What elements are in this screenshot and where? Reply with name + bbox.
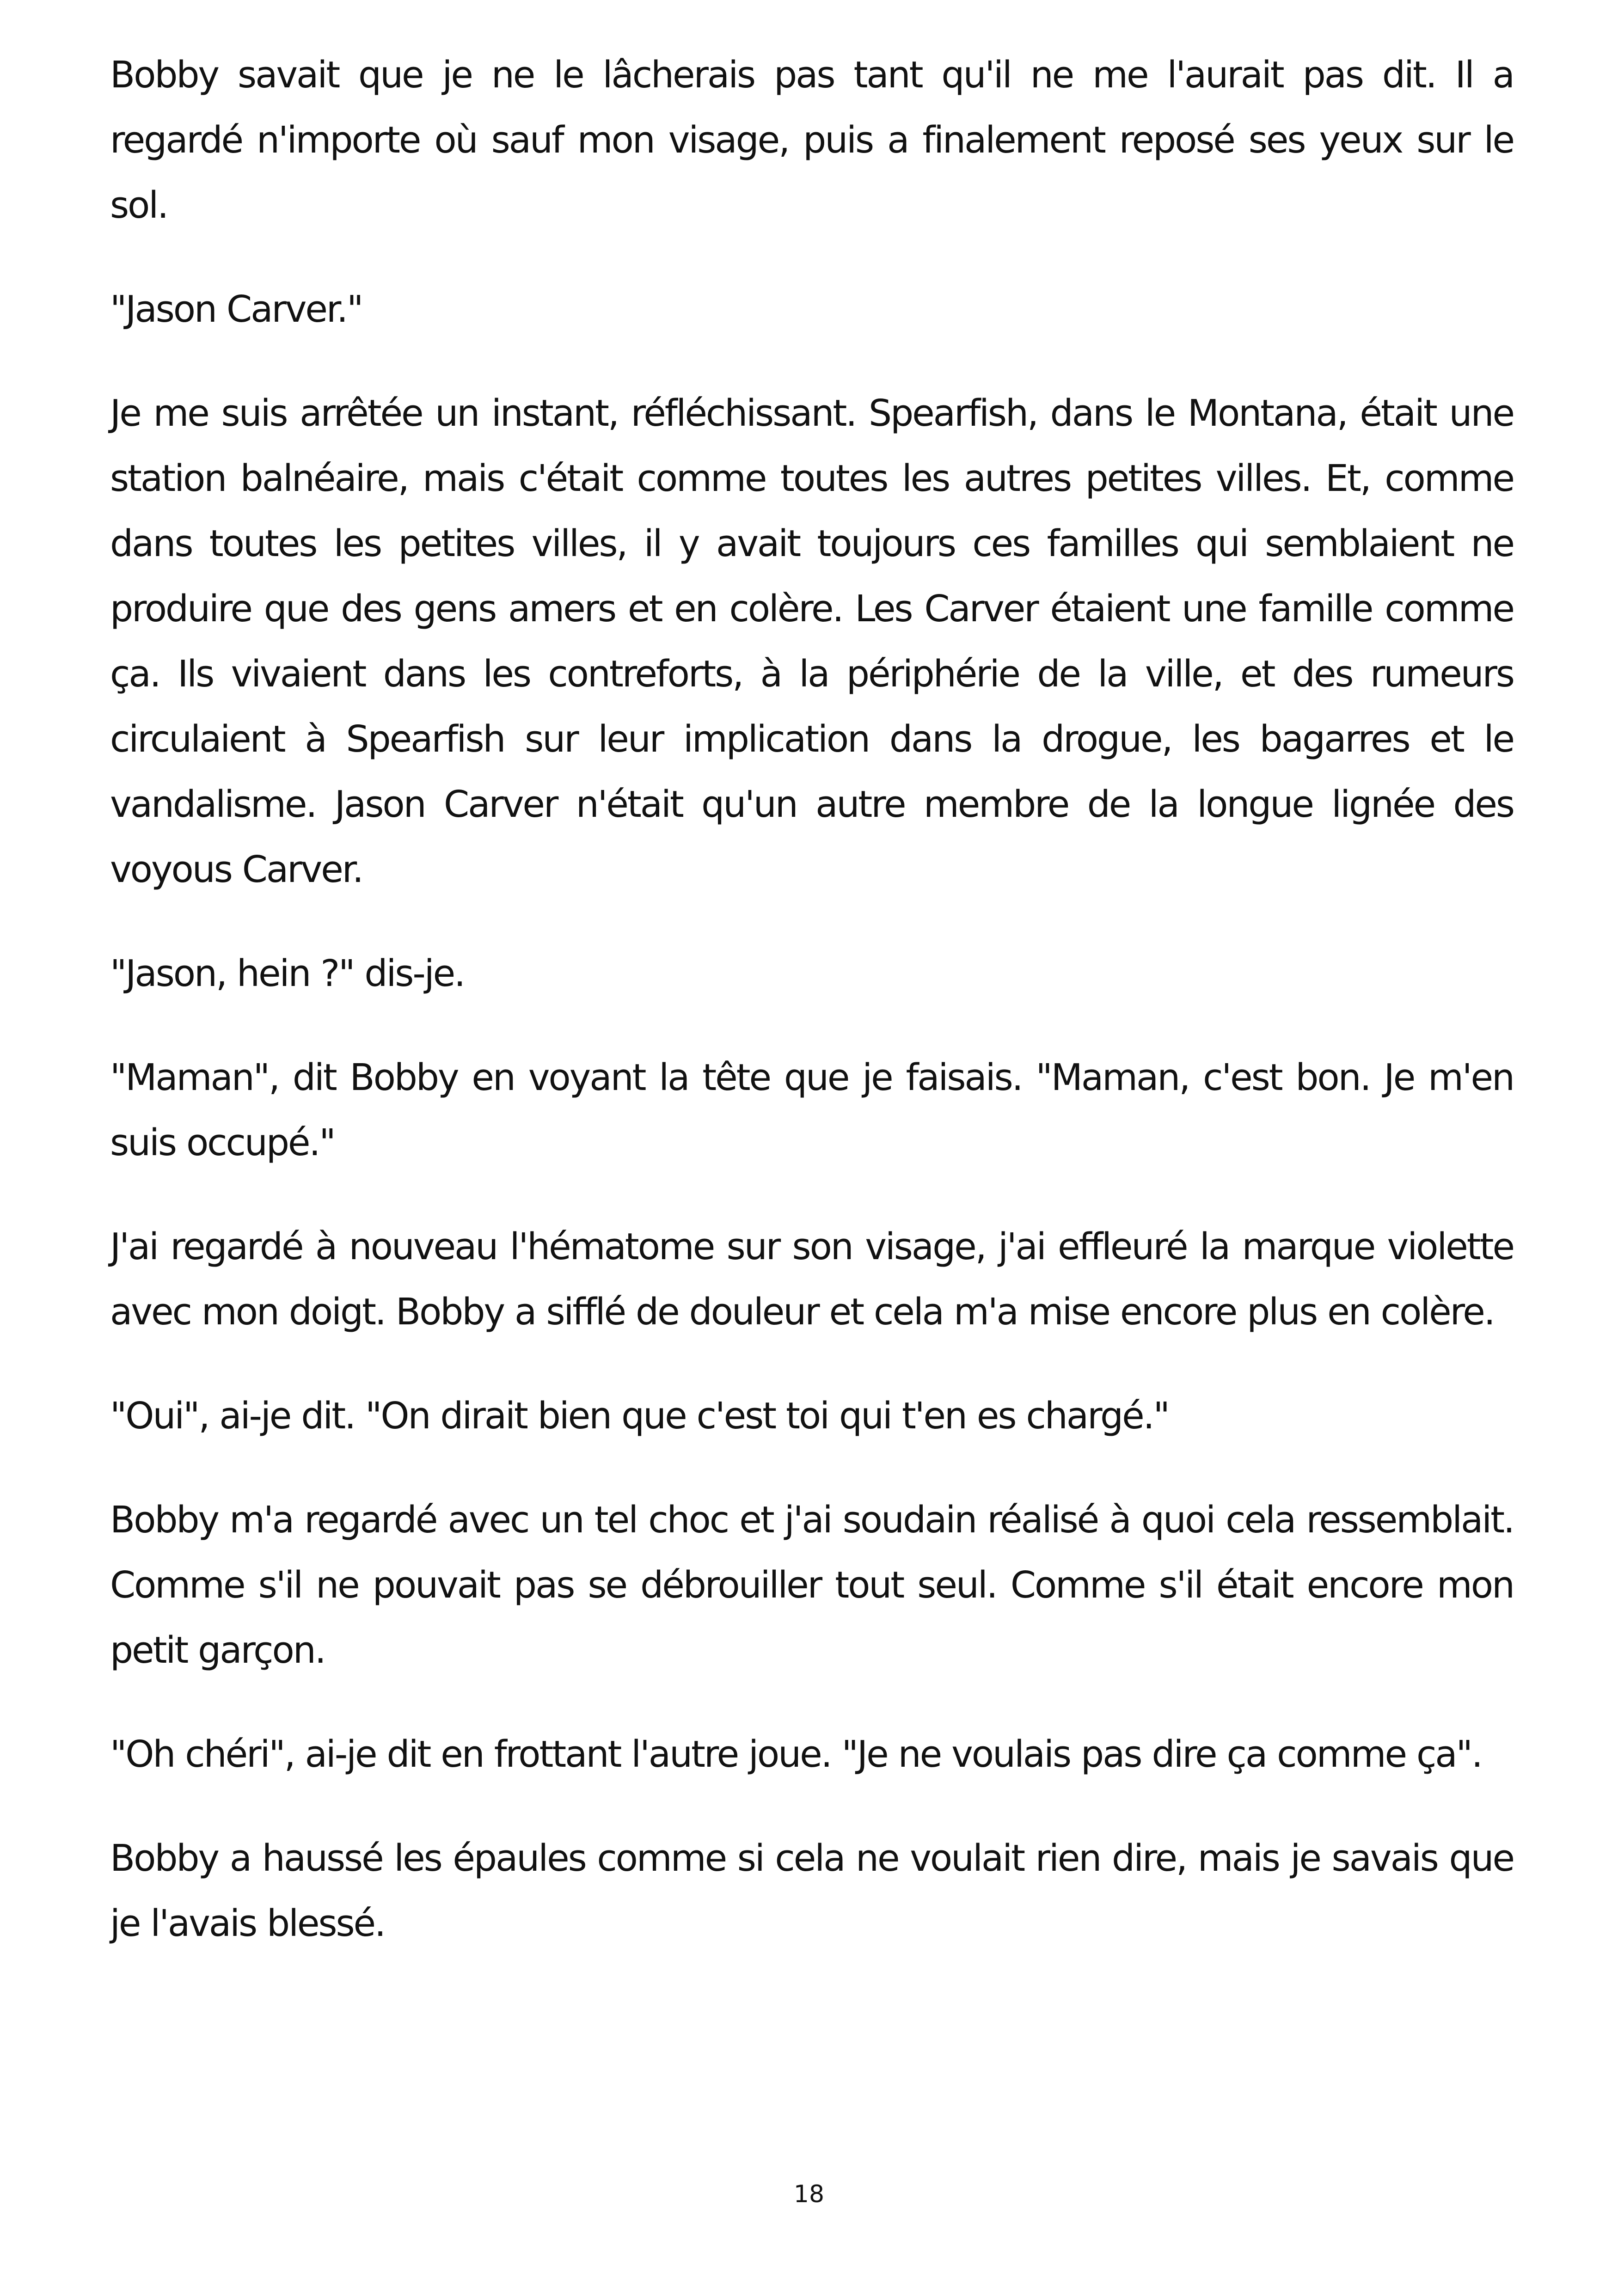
body-text <box>110 43 1514 1995</box>
paragraph: Je me suis arrêtée un instant, réfléchissant. Spearfish, dans le Montana, était une station balnéaire, mais c'était comme toutes les autres petites villes. Et, comme dans toutes les petites villes, il y avait toujours ces familles qui semblaient ne produire que des gens amers et en colère. Les Carver étaient une famille comme ça. Ils vivaient dans les contreforts, à la périphérie de la ville, et des rumeurs circulaient à Spearfish sur leur implication dans la drogue, les bagarres et le vandalisme. Jason Carver n'était qu'un autre membre de la longue lignée des voyous Carver. <box>110 392 1514 891</box>
paragraph: "Oui", ai-je dit. "On dirait bien que c'est toi qui t'en es chargé." <box>110 1395 1169 1437</box>
paragraph: Bobby a haussé les épaules comme si cela ne voulait rien dire, mais je savais que je l'avais blessé. <box>110 1837 1514 1945</box>
paragraph: J'ai regardé à nouveau l'hématome sur son visage, j'ai effleuré la marque violette avec mon doigt. Bobby a sifflé de douleur et cela m'a mise encore plus en colère. <box>110 1225 1514 1333</box>
paragraph: "Maman", dit Bobby en voyant la tête que je faisais. "Maman, c'est bon. Je m'en suis occupé." <box>110 1056 1514 1164</box>
paragraph: Bobby m'a regardé avec un tel choc et j'ai soudain réalisé à quoi cela ressemblait. Comme s'il ne pouvait pas se débrouiller tout seul. Comme s'il était encore mon petit garçon. <box>110 1499 1514 1671</box>
paragraph: "Jason, hein ?" dis-je. <box>110 952 465 995</box>
page-number: 18 <box>793 2180 825 2208</box>
paragraph: Bobby savait que je ne le lâcherais pas tant qu'il ne me l'aurait pas dit. Il a regardé n'importe où sauf mon visage, puis a finalement reposé ses yeux sur le sol. <box>110 54 1514 227</box>
paragraph: "Oh chéri", ai-je dit en frottant l'autre joue. "Je ne voulais pas dire ça comme ça". <box>110 1733 1482 1776</box>
paragraph: "Jason Carver." <box>110 288 362 331</box>
